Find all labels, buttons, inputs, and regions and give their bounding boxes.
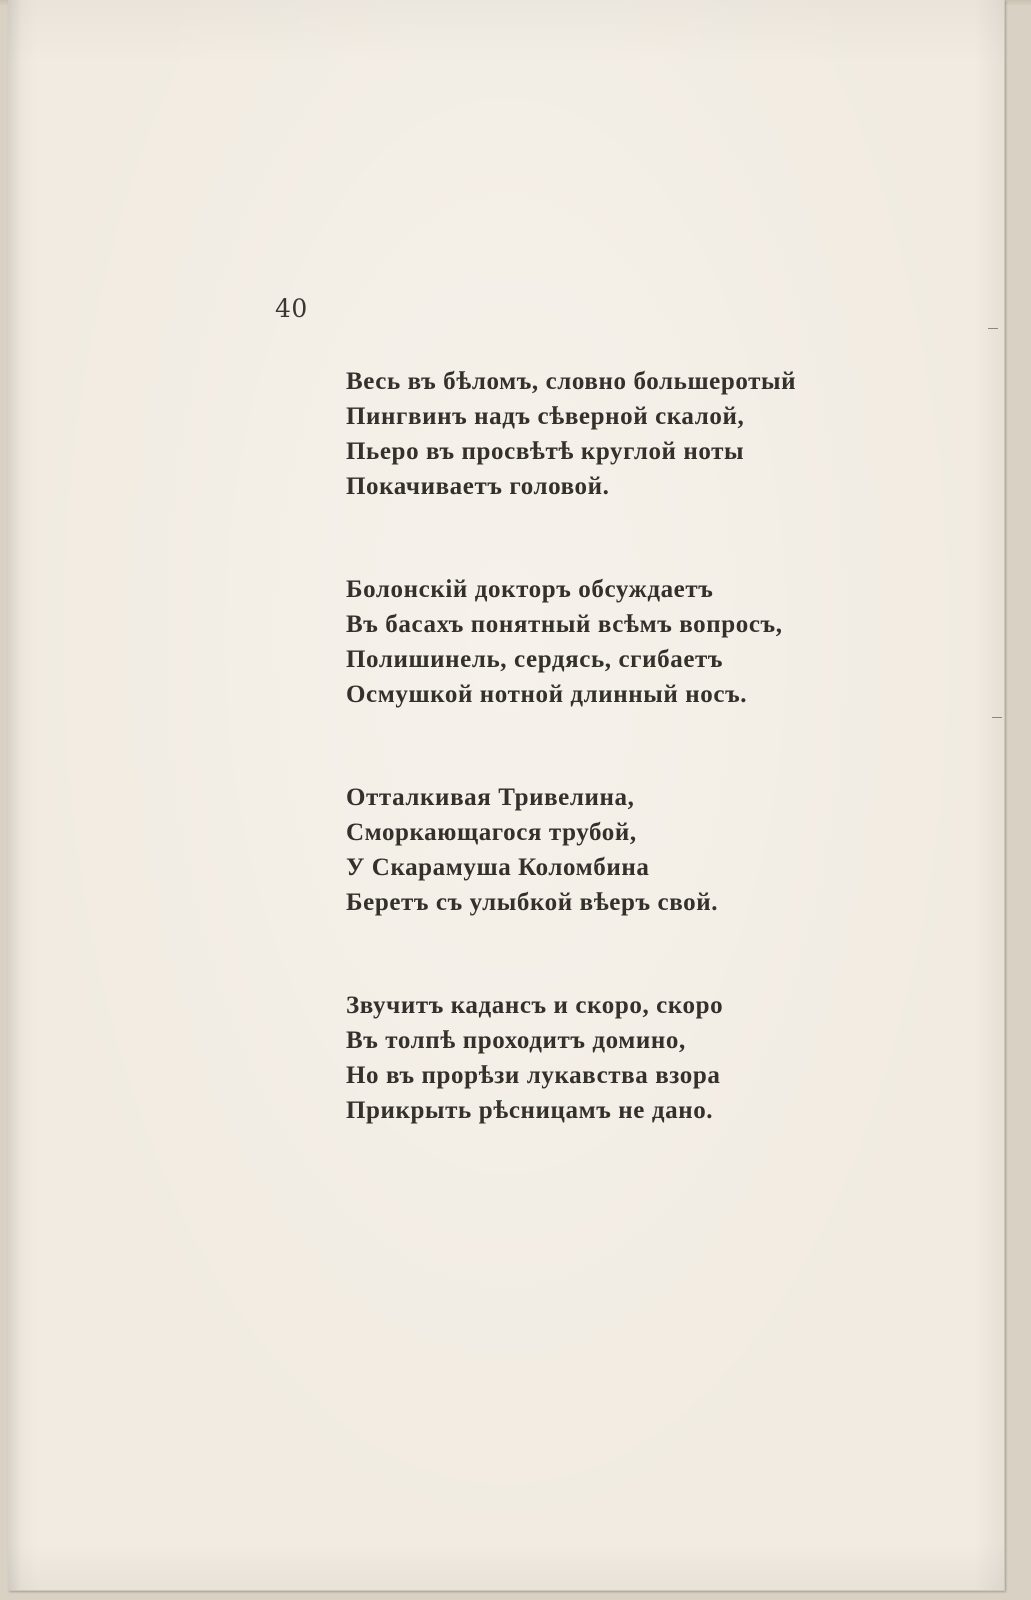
stanza-4	[346, 988, 906, 1128]
poem-line: Весь въ бѣломъ, словно большеротый	[346, 368, 797, 395]
poem-line: Пьеро въ просвѣтѣ круглой ноты	[346, 438, 745, 465]
poem	[346, 364, 906, 1128]
poem-line: Осмушкой нотной длинный носъ.	[346, 681, 748, 708]
poem-line: Болонскій докторъ обсуждаетъ	[346, 576, 714, 603]
page-left-fold-shadow	[8, 0, 22, 1590]
margin-mark	[992, 717, 1002, 718]
poem-line: Въ басахъ понятный всѣмъ вопросъ,	[346, 611, 783, 638]
poem-line: Пингвинъ надъ сѣверной скалой,	[346, 403, 745, 430]
poem-line: У Скарамуша Коломбина	[346, 854, 650, 881]
page-number: 40	[275, 294, 308, 323]
poem-line: Въ толпѣ проходитъ домино,	[346, 1027, 686, 1054]
stanza-1	[346, 364, 906, 504]
poem-line: Звучитъ кадансъ и скоро, скоро	[346, 992, 724, 1019]
poem-line: Полишинель, сердясь, сгибаетъ	[346, 646, 724, 673]
poem-line: Отталкивая Тривелина,	[346, 784, 635, 811]
stanza-3	[346, 780, 906, 920]
poem-line: Прикрыть рѣсницамъ не дано.	[346, 1097, 714, 1124]
margin-mark	[988, 328, 998, 329]
poem-line: Покачиваетъ головой.	[346, 473, 610, 500]
stanza-2	[346, 572, 906, 712]
poem-line: Но въ прорѣзи лукавства взора	[346, 1062, 721, 1089]
poem-line: Беретъ съ улыбкой вѣеръ свой.	[346, 889, 719, 916]
poem-line: Сморкающагося трубой,	[346, 819, 637, 846]
